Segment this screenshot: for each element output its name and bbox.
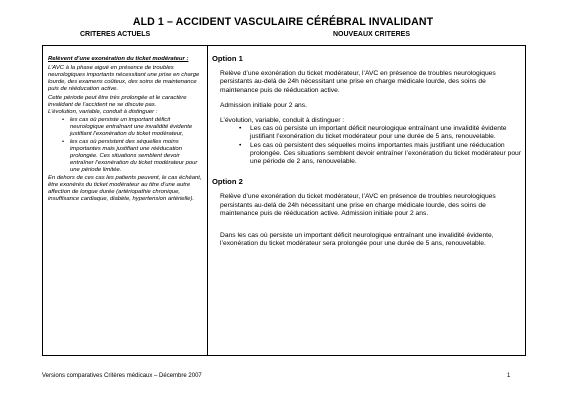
comparison-table [42,45,526,356]
option-1-paragraph: Admission initiale pour 2 ans. [220,101,307,109]
current-criteria-paragraph: L’AVC à la phase aiguë en présence de troubles neurologiques importants nécessitant une prise en charge lourde, des examens coûteux, des soins de maintenance puis de rééducation active. [48,65,200,92]
list-item-text: Les cas où persiste un important déficit neurologique entraînant une invalidité évidente justifiant l’exonération du ticket modérateur pour une durée de 5 ans, renouvelable. [250,125,507,141]
list-item [48,117,204,138]
list-item-text: Les cas où persistent des séquelles moins importantes mais justifiant une rééducation prolongée. Ces situations semblent devoir entraîner l’exonération du ticket modérateur pour une période de 2 ans, renouvelable. [250,141,521,166]
current-criteria-paragraph: L’évolution, variable, conduit à distinguer : [48,109,158,115]
column-header-current: CRITERES ACTUELS [80,31,151,38]
column-header-new: NOUVEAUX CRITERES [333,31,411,38]
option-1-title: Option 1 [212,54,243,63]
column-divider [207,46,208,355]
option-2-paragraph: Relève d’une exonération du ticket modérateur, l’AVC en présence de troubles neurologiques persistants au-delà de 24h nécessitant une prise en charge médicale lourde, des soins de maintenance puis de rééducation active. Admission initiale pour 2 ans. [220,193,496,217]
list-item [220,125,522,141]
current-criteria-lead: Relèvent d’une exonération du ticket modérateur : [48,56,189,62]
spacer [212,225,522,232]
bullet-icon: • [239,125,242,133]
option-1-list [212,125,522,166]
option-2-title: Option 2 [212,177,243,187]
current-criteria-paragraph: En dehors de ces cas les patients peuvent, le cas échéant, être exonérés du ticket modérateur au titre d’une autre affection de longue durée (artériopathie chronique, insuffisance cardiaque, diabète, hypertension artérielle). [48,175,202,202]
list-item [220,142,522,167]
document-title: ALD 1 – ACCIDENT VASCULAIRE CÉRÉBRAL INVALIDANT [132,16,434,28]
current-criteria-paragraph: Cette période peut être très prolongée et le caractère invalidant de l’accident ne se discute pas. [48,95,187,108]
page-number: 1 [507,373,511,379]
current-criteria-cell [48,56,204,205]
bullet-icon: • [62,139,65,145]
list-item-text: les cas où persiste un important déficit neurologique entraînant une invalidité évidente justifiant l’exonération du ticket modérateur, [70,117,193,137]
option-1-paragraph: Relève d’une exonération du ticket modérateur, l’AVC en présence de troubles neurologiques persistants au-delà de 24h nécessitant une prise en charge médicale lourde, des soins de maintenance puis de rééducation active. [220,70,496,94]
list-item-text: les cas où persistent des séquelles moins importantes mais justifiant une rééducation prolongée. Ces situations semblent devoir entraîner l’exonération du ticket modérateur pour une période limitée. [70,139,198,173]
list-item [48,139,204,174]
current-criteria-list [48,117,204,174]
footer-text: Versions comparatives Critères médicaux – Décembre 2007 [42,373,202,379]
bullet-icon: • [62,117,65,123]
bullet-icon: • [239,141,242,149]
option-2-paragraph: Dans les cas où persiste un important déficit neurologique entraînant une invalidité évidente, l’exonération du ticket modérateur sera prolongée pour une durée de 5 ans, renouvelable. [220,232,494,248]
option-1-paragraph: L’évolution, variable, conduit à distinguer : [220,117,345,125]
new-criteria-cell [212,55,522,255]
